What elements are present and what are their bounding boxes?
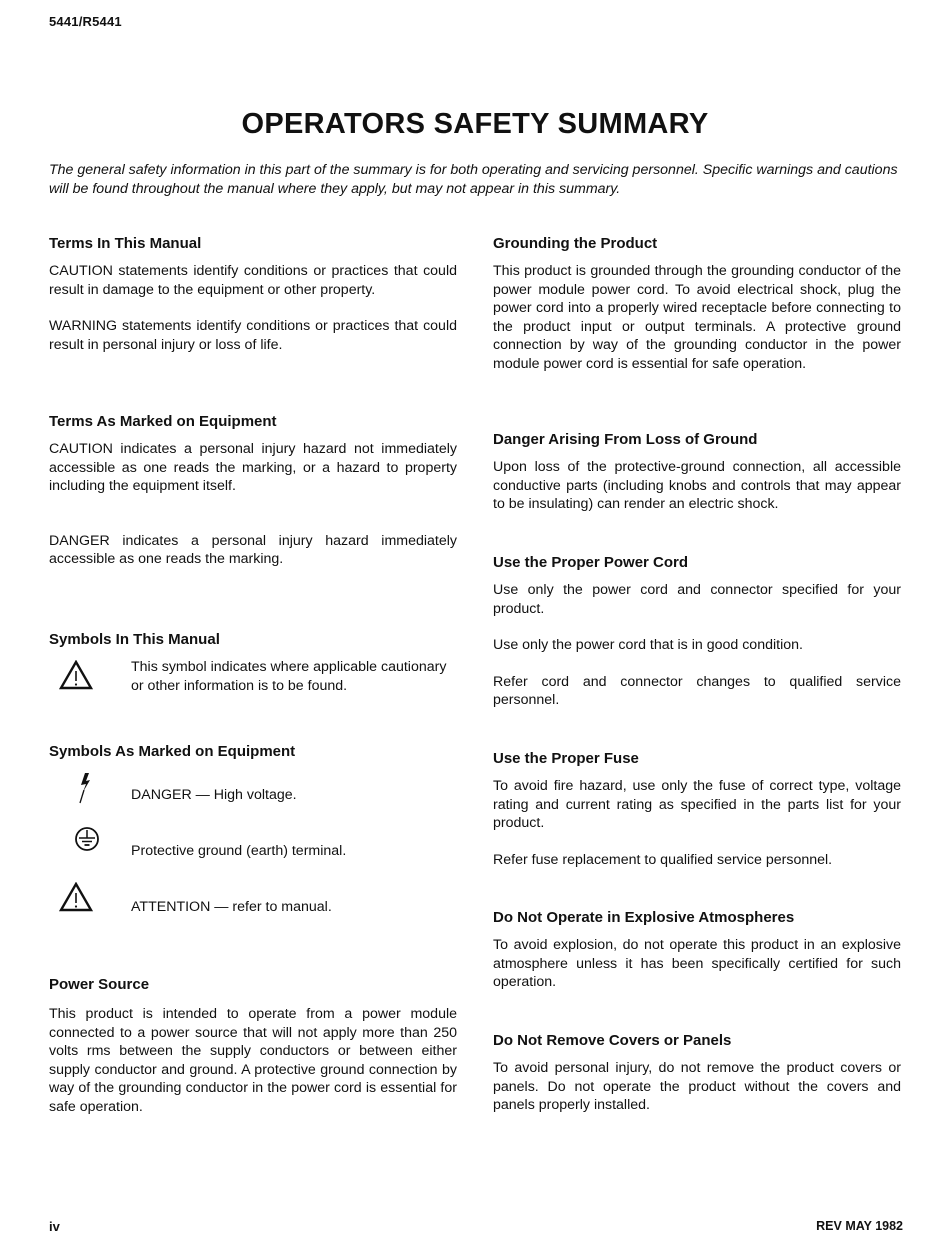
paragraph: This product is intended to operate from a power module connected to a power source that will not apply more than 250 volts rms between the supply conductors or between either supply conductor and ground. A protective ground connection by way of the grounding conductor in the power cord is essential for safe operation. <box>49 1006 457 1115</box>
symbol-row <box>49 658 457 704</box>
paragraph: This product is grounded through the grounding conductor of the power module power cord. To avoid electrical shock, plug the power cord into a properly wired receptacle before connecting to the product input or output terminals. A protective ground connection by way of the grounding conductor in the power module power cord is essential for safe operation. <box>493 263 901 372</box>
paragraph: To avoid explosion, do not operate this product in an explosive atmosphere unless it has been specifically certified for such operation. <box>493 937 901 991</box>
paragraph: CAUTION indicates a personal injury hazard not immediately accessible as one reads the marking, or a hazard to property including the equipment itself. <box>49 441 457 495</box>
paragraph: To avoid personal injury, do not remove the product covers or panels. Do not operate the product without the covers and panels properly installed. <box>493 1060 901 1114</box>
paragraph: CAUTION statements identify conditions or practices that could result in damage to the equipment or other property. <box>49 263 457 298</box>
document-id: 5441/R5441 <box>49 14 122 29</box>
paragraph: Refer cord and connector changes to qualified service personnel. <box>493 673 901 709</box>
section-heading: Terms In This Manual <box>49 235 202 252</box>
paragraph: To avoid fire hazard, use only the fuse of correct type, voltage rating and current rating as specified in the parts list for your product. <box>493 778 901 832</box>
section-fuse <box>493 750 901 869</box>
section-heading: Grounding the Product <box>493 235 658 252</box>
symbol-row <box>49 770 457 826</box>
section-power-cord <box>493 554 901 710</box>
page-number: iv <box>49 1219 60 1234</box>
section-symbols-on-equipment <box>49 743 457 938</box>
symbol-description: ATTENTION — refer to manual. <box>131 899 332 915</box>
paragraph: DANGER indicates a personal injury hazard immediately accessible as one reads the marking. <box>49 532 457 568</box>
protective-ground-icon <box>74 826 106 858</box>
symbol-row <box>49 826 457 882</box>
page-title: OPERATORS SAFETY SUMMARY <box>241 108 709 140</box>
warning-triangle-icon <box>59 660 91 692</box>
high-voltage-icon <box>75 772 107 804</box>
revision-date: REV MAY 1982 <box>816 1219 903 1233</box>
section-symbols-in-manual <box>49 631 457 704</box>
attention-triangle-icon <box>59 882 91 914</box>
section-loss-of-ground <box>493 431 901 514</box>
section-explosive-atmospheres <box>493 909 901 992</box>
section-terms-in-manual <box>49 235 457 354</box>
symbol-description: DANGER — High voltage. <box>131 787 297 803</box>
section-covers-panels <box>493 1032 901 1115</box>
section-heading: Symbols As Marked on Equipment <box>49 743 296 760</box>
section-power-source <box>49 976 457 1117</box>
section-heading: Use the Proper Power Cord <box>493 554 689 571</box>
section-heading: Danger Arising From Loss of Ground <box>493 431 758 448</box>
symbol-description: Protective ground (earth) terminal. <box>131 843 347 859</box>
symbol-description: This symbol indicates where applicable cautionary or other information is to be found. <box>131 659 447 694</box>
paragraph: Use only the power cord and connector specified for your product. <box>493 582 901 617</box>
paragraph: WARNING statements identify conditions or practices that could result in personal injury or loss of life. <box>49 318 457 353</box>
paragraph: Refer fuse replacement to qualified service personnel. <box>493 851 833 868</box>
paragraph: Upon loss of the protective-ground connection, all accessible conductive parts (including knobs and controls that may appear to be insulating) can render an electric shock. <box>493 459 901 513</box>
section-terms-on-equipment <box>49 413 457 569</box>
section-heading: Symbols In This Manual <box>49 631 220 648</box>
section-heading: Do Not Operate in Explosive Atmospheres <box>493 909 795 926</box>
section-heading: Do Not Remove Covers or Panels <box>493 1032 732 1049</box>
section-grounding <box>493 235 901 374</box>
section-heading: Terms As Marked on Equipment <box>49 413 277 430</box>
intro-paragraph: The general safety information in this part of the summary is for both operating and servicing personnel. Specific warnings and cautions will be found throughout the manual where they apply, but may not appear in this summary. <box>49 162 898 197</box>
section-heading: Power Source <box>49 976 150 993</box>
symbol-row <box>49 882 457 938</box>
section-heading: Use the Proper Fuse <box>493 750 639 767</box>
paragraph: Use only the power cord that is in good condition. <box>493 637 803 654</box>
